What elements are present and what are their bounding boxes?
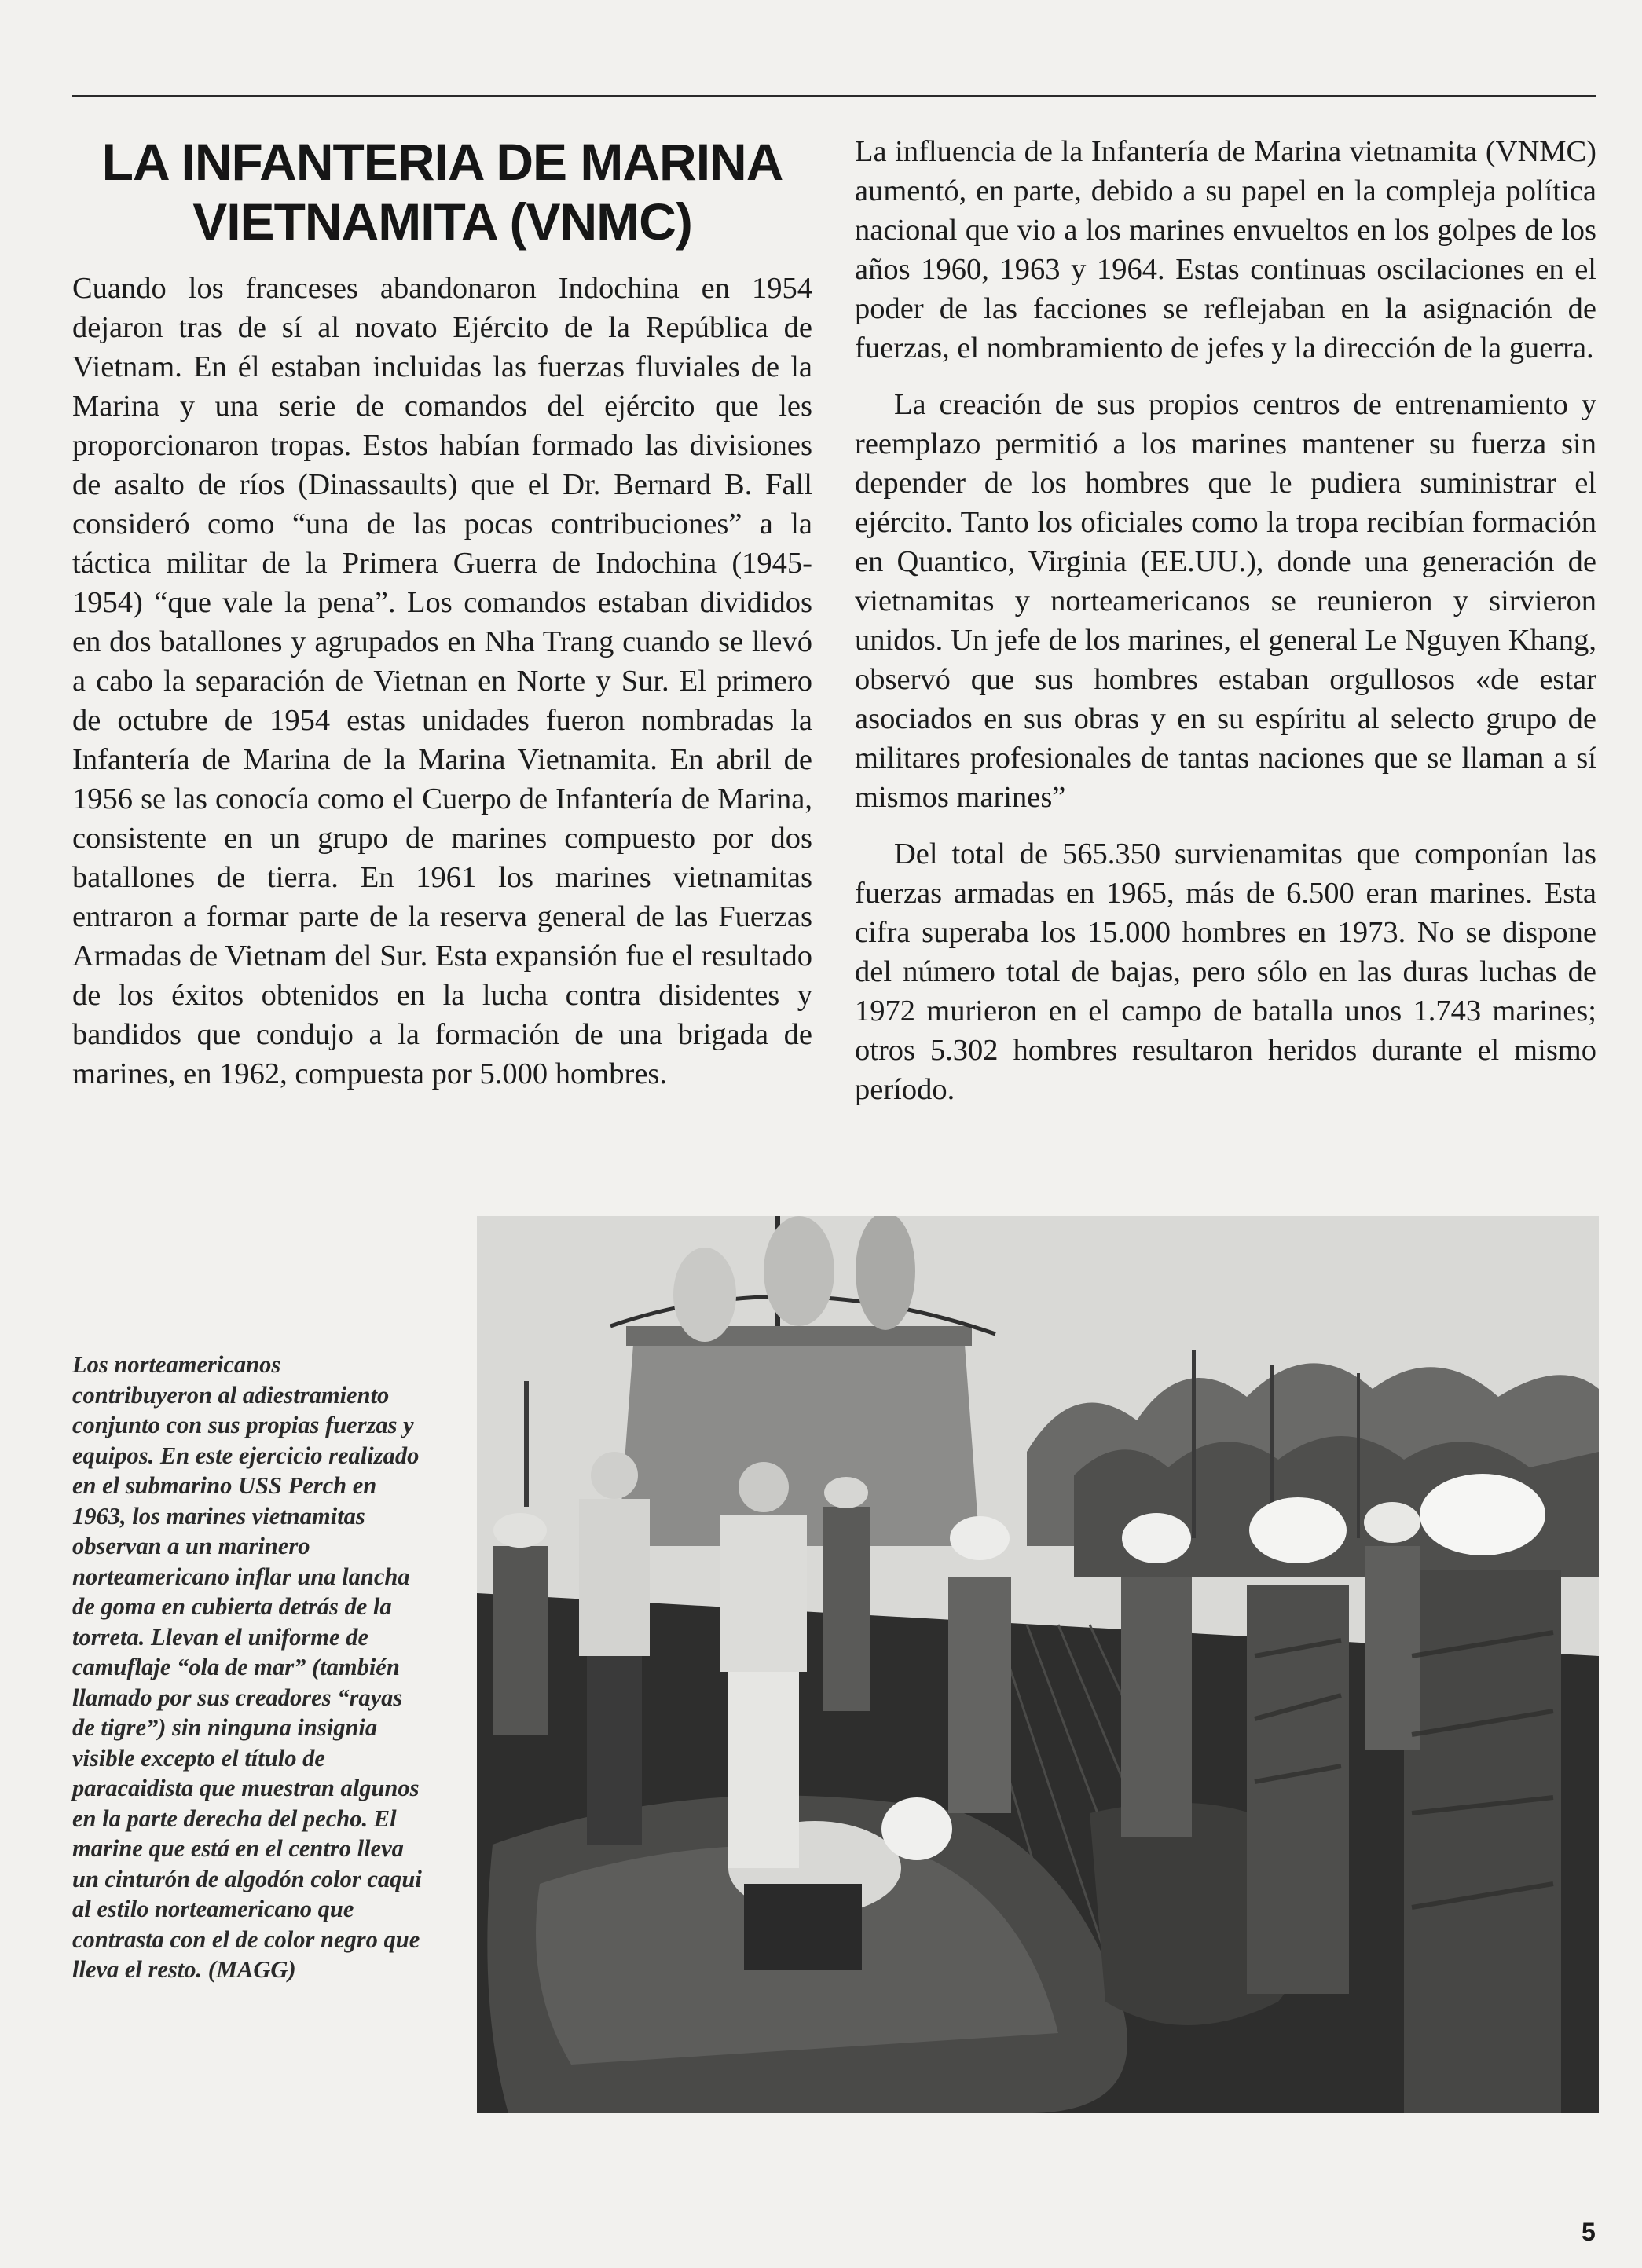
page-number: 5	[1582, 2218, 1596, 2246]
right-column	[855, 132, 1596, 1127]
left-paragraph-1: Cuando los franceses abandonaron Indochina en 1954 dejaron tras de sí al novato Ejército de la República de Vietnam. En él estaban incluidas las fuerzas fluviales de la Marina y una serie de comandos del ejército que les proporcionaron tropas. Estos habían formado las divisiones de asalto de ríos (Dinassaults) que el Dr. Bernard B. Fall consideró como “una de las pocas contribuciones” a la táctica militar de la Primera Guerra de Indochina (1945-1954) “que vale la pena”. Los comandos estaban divididos en dos batallones y agrupados en Nha Trang cuando se llevó a cabo la separación de Vietnan en Norte y Sur. El primero de octubre de 1954 estas unidades fueron nombradas la Infantería de Marina de la Marina Vietnamita. En abril de 1956 se las conocía como el Cuerpo de Infantería de Marina, consistente en un grupo de marines compuesto por dos batallones de tierra. En 1961 los marines vietnamitas entraron a formar parte de la reserva general de las Fuerzas Armadas de Vietnam del Sur. Esta expansión fue el resultado de los éxitos obtenidos en la lucha contra disidentes y bandidos que condujo a la formación de una brigada de marines, en 1962, compuesta por 5.000 hombres.	[72, 272, 812, 1090]
right-body	[855, 132, 1596, 1109]
right-paragraph-1: La influencia de la Infantería de Marina vietnamita (VNMC) aumentó, en parte, debido a su papel en la compleja política nacional que vio a los marines envueltos en los golpes de los años 1960, 1963 y 1964. Estas continuas oscilaciones en el poder de las facciones se reflejaban en la asignación de fuerzas, el nombramiento de jefes y la dirección de la guerra.	[855, 135, 1596, 365]
left-body	[72, 269, 812, 1094]
title-line-2: VIETNAMITA (VNMC)	[192, 192, 692, 251]
photo-caption: Los norteamericanos contribuyeron al adiestramiento conjunto con sus propias fuerzas y equipos. En este ejercicio realizado en el submarino USS Perch en 1963, los marines vietnamitas observan a un marinero norteamericano inflar una lancha de goma en cubierta detrás de la torreta. Llevan el uniforme de camuflaje “ola de mar” (también llamado por sus creadores “rayas de tigre”) sin ninguna insignia visible excepto el título de paracaidista que muestran algunos en la parte derecha del pecho. El marine que está en el centro lleva un cinturón de algodón color caqui al estilo norteamericano que contrasta con el de color negro que lleva el resto. (MAGG)	[72, 1351, 422, 1983]
top-rule	[72, 95, 1596, 97]
right-paragraph-2: La creación de sus propios centros de entrenamiento y reemplazo permitió a los marines mantener su fuerza sin depender de los hombres que le pudiera suministrar el ejército. Tanto los oficiales como la tropa recibían formación en Quantico, Virginia (EE.UU.), donde una generación de vietnamitas y norteamericanos se reunieron y sirvieron unidos. Un jefe de los marines, el general Le Nguyen Khang, observó que sus hombres estaban orgullosos «de estar asociados en sus obras y en su espíritu al selecto grupo de militares profesionales de tantas naciones que se llaman a sí mismos marines”	[855, 388, 1596, 814]
right-paragraph-3: Del total de 565.350 survienamitas que componían las fuerzas armadas en 1965, más de 6.500 eran marines. Esta cifra superaba los 15.000 hombres en 1973. No se dispone del número total de bajas, pero sólo en las duras luchas de 1972 murieron en el campo de batalla unos 1.743 marines; otros 5.302 hombres resultaron heridos durante el mismo período.	[855, 837, 1596, 1106]
article-title	[72, 132, 812, 251]
submarine-photo	[477, 1216, 1599, 2113]
title-line-1: LA INFANTERIA DE MARINA	[101, 133, 783, 191]
left-column	[72, 132, 812, 1111]
